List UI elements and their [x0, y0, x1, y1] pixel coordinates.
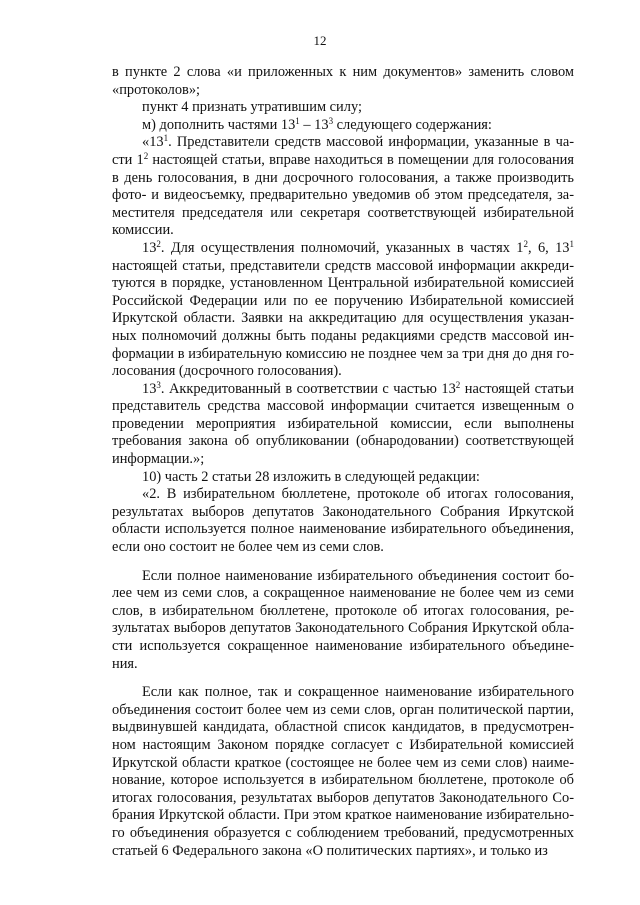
paragraph-part-13-1: «$13^1$. Представители средств массовой информации, указанные в части $1^2$ настоящей статьи, вправе находиться в помещении для голосования в день голосования, в дни досрочного голосования, а также производить фото- и видеосъемку, предварительно уведомив об этом председателя, заместителя председателя или секретаря соответствующей избирательной комиссии. — [112, 133, 574, 239]
paragraph-part-13-2: $13^2$. Для осуществления полномочий, указанных в частях $1^2$, 6, $13^1$ настоящей статьи, представители средств массовой информации аккредитуются в порядке, установленном Центральной избирательной комиссией Российской Федерации или по ее поручению Избирательной комиссией Иркутской области. Заявки на аккредитацию для осуществления указанных полномочий должны быть поданы редакциями средств массовой информации в избирательную комиссию не позднее чем за три дня до дня голосования (досрочного голосования). — [112, 238, 574, 380]
paragraph-point-4-void: пункт 4 признать утратившим силу; — [142, 99, 362, 116]
paragraph-replace-words: в пункте 2 слова «и приложенных к ним документов» заменить словом «протоколов»; — [112, 64, 574, 98]
page-number: 12 — [313, 33, 327, 48]
paragraph-ballot-short-name: Если полное наименование избирательного объединения состоит более чем из семи слов, а сокращенное наименование не более чем из семи слов, в избирательном бюллетене, протоколе об итогах голосования, результатах выборов депутатов Законодательного Собрания Иркутской области используется сокращенное наименование избирательного объединения. — [112, 567, 574, 672]
paragraph-part-13-3: $13^3$. Аккредитованный в соответствии с частью $13^2$ настоящей статьи представитель средства массовой информации считается извещенным о проведении мероприятия избирательной комиссии, если выполнены требования закона об опубликовании (обнародовании) соответствующей информации.»; — [112, 379, 574, 468]
paragraph-ballot-full-name: «2. В избирательном бюллетене, протоколе об итогах голосования, результатах выборов депутатов Законодательного Собрания Иркутской области используется полное наименование избирательного объединения, если оно состоит не более чем из семи слов. — [112, 486, 574, 556]
paragraph-ballot-brief-name: Если как полное, так и сокращенное наименование избирательного объединения состоит более чем из семи слов, орган политической партии, выдвинувшей кандидата, областной список кандидатов, в предусмотренном настоящим Законом порядке согласует с Избирательной комиссией Иркутской области краткое (состоящее не более чем из семи слов) наименование, которое используется в избирательном бюллетене, протоколе об итогах голосования, результатах выборов депутатов Законодательного Собрания Иркутской области. При этом краткое наименование избирательного объединения образуется с соблюдением требований, предусмотренных статьей 6 Федерального закона «О политических партиях», и только из — [112, 684, 574, 859]
paragraph-add-parts: м) дополнить частями $13^1 - 13^3$ следующего содержания: — [142, 115, 492, 133]
paragraph-article-28: 10) часть 2 статьи 28 изложить в следующей редакции: — [142, 468, 480, 485]
body-text — [112, 64, 574, 860]
